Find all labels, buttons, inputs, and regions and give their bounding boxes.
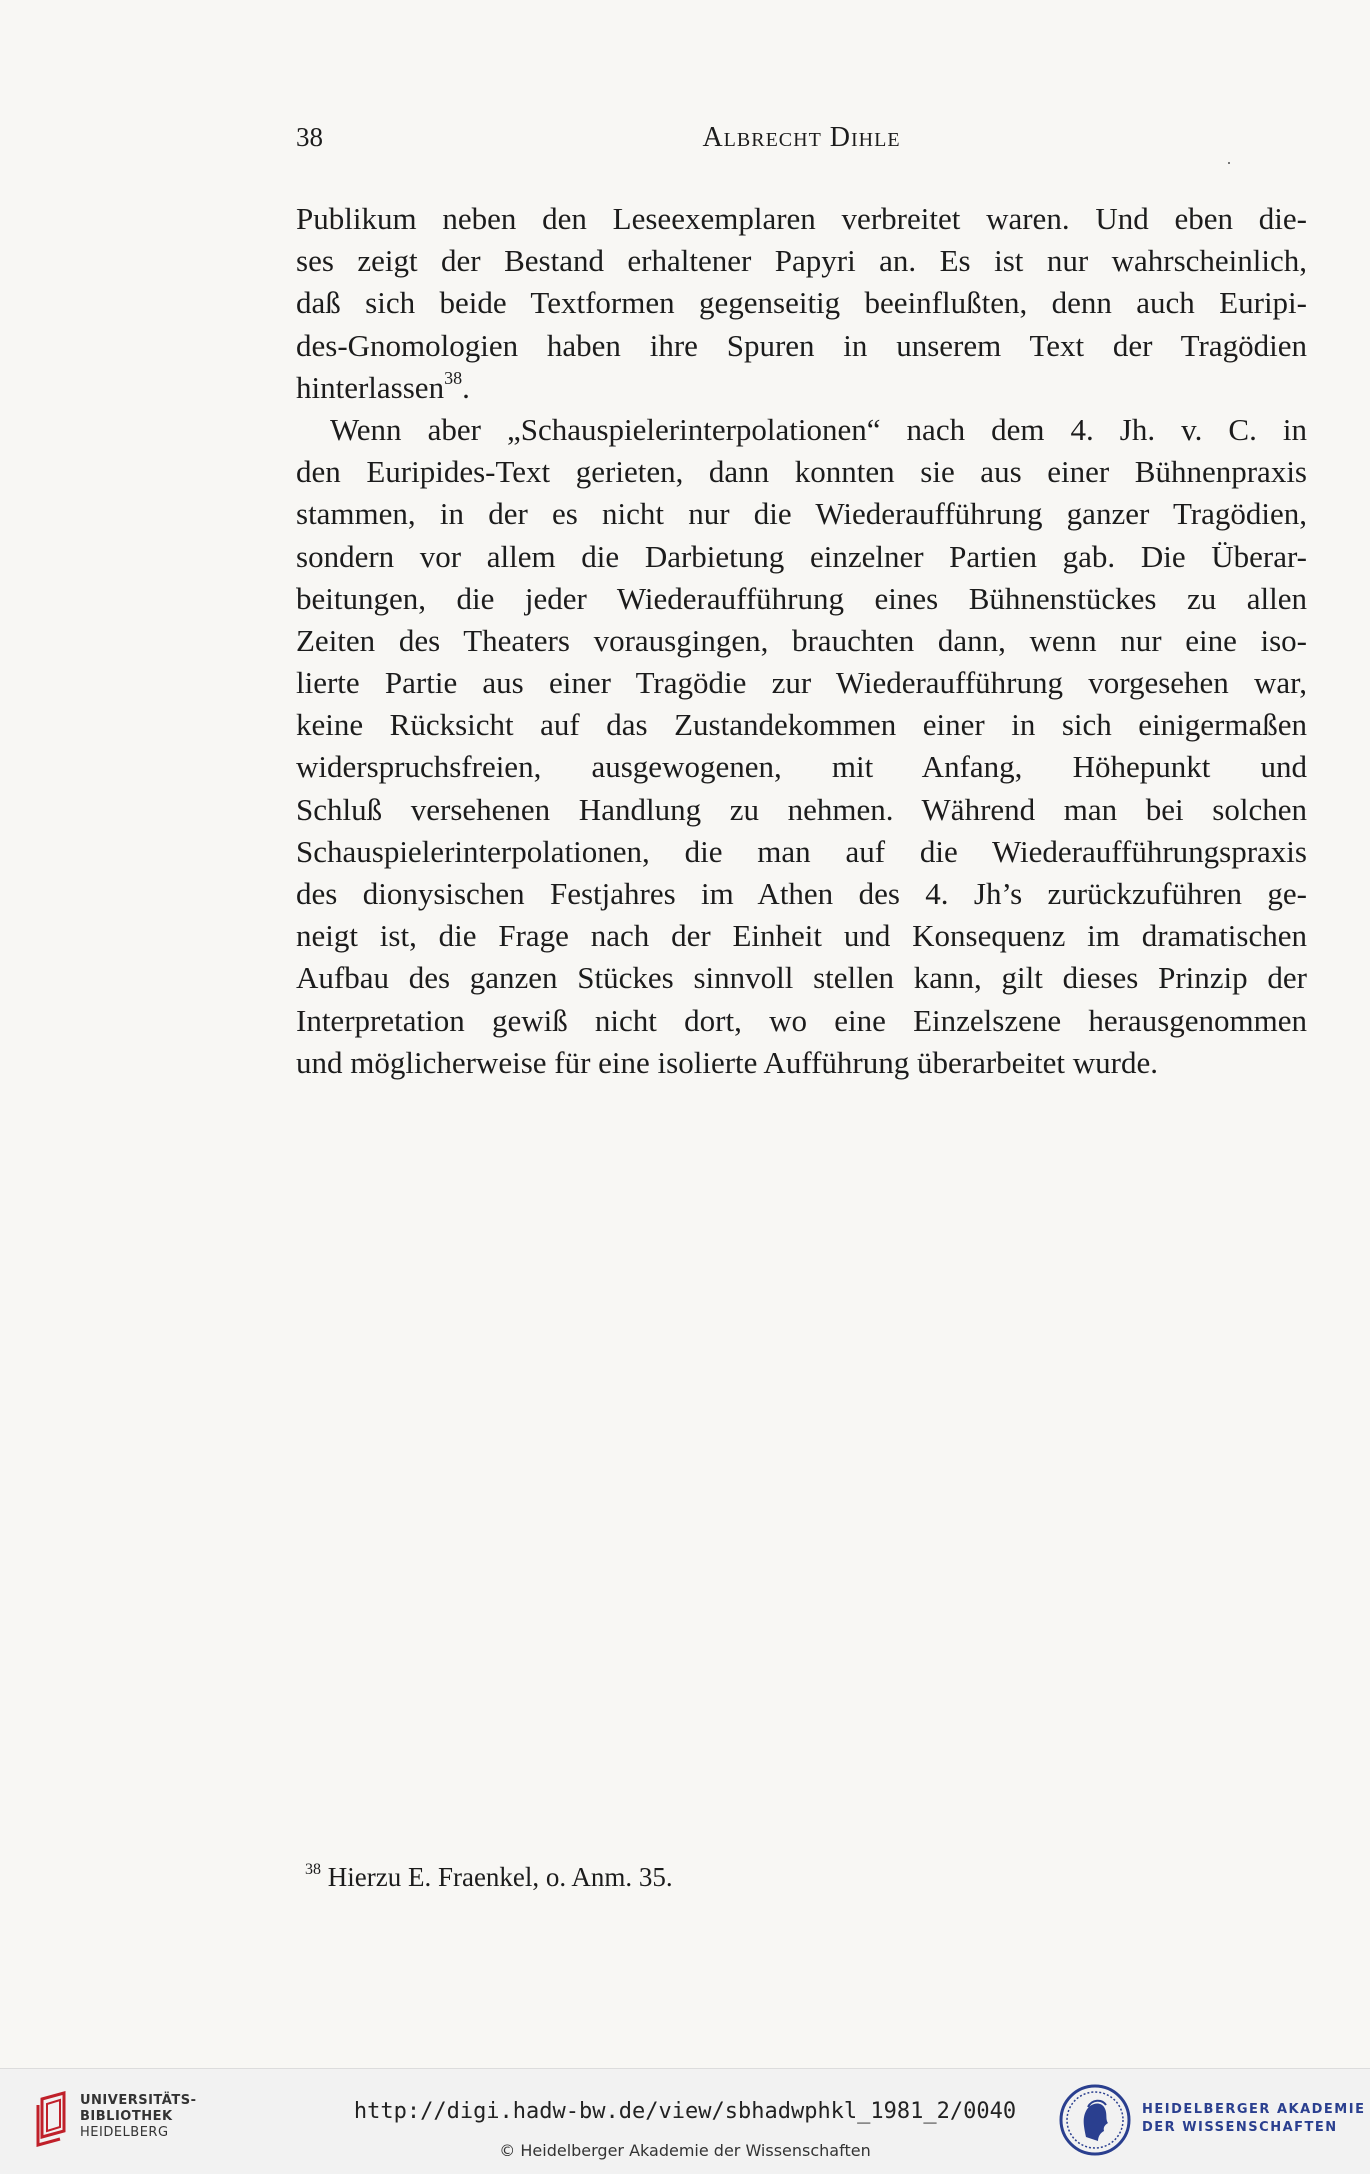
footnote-number: 38 [305, 1861, 321, 1878]
text-line: Interpretation gewiß nicht dort, wo eine Einzelszene herausgenommen [296, 1002, 1307, 1038]
text-line: ses zeigt der Bestand erhaltener Papyri an. Es ist nur wahrscheinlich, [296, 243, 1307, 279]
scan-speck [1228, 162, 1230, 164]
text-line: neigt ist, die Frage nach der Einheit und Konsequenz im dramatischen [296, 918, 1307, 954]
text-fragment: hinterlassen [296, 369, 445, 405]
text-line: des dionysischen Festjahres im Athen des 4. Jh’s zurückzuführen ge- [296, 876, 1307, 911]
text-line: lierte Partie aus einer Tragödie zur Wiederaufführung vorgesehen war, [296, 665, 1307, 701]
text-line: Publikum neben den Leseexemplaren verbreitet waren. Und eben die- [296, 201, 1307, 236]
text-line: keine Rücksicht auf das Zustandekommen einer in sich einigermaßen [296, 707, 1307, 743]
text-line-last [296, 367, 1307, 409]
copyright-notice: © Heidelberger Akademie der Wissenschaften [499, 2141, 871, 2160]
text-line: des-Gnomologien haben ihre Spuren in unserem Text der Tragödien [296, 327, 1307, 363]
paragraph-2 [296, 409, 1307, 1084]
running-head-author: Albrecht Dihle [702, 122, 901, 153]
text-line: sondern vor allem die Darbietung einzelner Partien gab. Die Überar- [296, 538, 1307, 574]
text-line: daß sich beide Textformen gegenseitig beeinflußten, denn auch Euripi- [296, 285, 1307, 321]
text-line: Zeiten des Theaters vorausgingen, brauchten dann, wenn nur eine iso- [296, 622, 1307, 658]
library-line: UNIVERSITÄTS- [80, 2093, 197, 2108]
text-line-last: und möglicherweise für eine isolierte Aufführung überarbeitet wurde. [296, 1044, 1158, 1080]
text-line: widerspruchsfreien, ausgewogenen, mit Anfang, Höhepunkt und [296, 749, 1307, 785]
paragraph-1 [296, 198, 1307, 409]
page-number: 38 [296, 122, 323, 152]
library-line: HEIDELBERG [80, 2125, 169, 2140]
running-head [296, 122, 1307, 162]
academy-line: DER WISSENSCHAFTEN [1142, 2120, 1338, 2135]
footnote [305, 1862, 673, 1893]
text-line: Schluß versehenen Handlung zu nehmen. Während man bei solchen [296, 791, 1307, 827]
footnote-ref[interactable]: 38 [444, 367, 463, 388]
text-fragment: . [462, 369, 470, 405]
text-line: Schauspielerinterpolationen, die man auf die Wiederaufführungspraxis [296, 833, 1307, 869]
text-line: stammen, in der es nicht nur die Wiederaufführung ganzer Tragödien, [296, 496, 1307, 532]
library-line: BIBLIOTHEK [80, 2109, 173, 2124]
text-line: den Euripides-Text gerieten, dann konnten sie aus einer Bühnenpraxis [296, 454, 1307, 490]
body-text [296, 198, 1307, 1084]
permalink-url[interactable]: http://digi.hadw-bw.de/view/sbhadwphkl_1981_2/0040 [353, 2099, 1017, 2124]
academy-seal-icon[interactable] [1058, 2083, 1132, 2157]
text-line: beitungen, die jeder Wiederaufführung eines Bühnenstückes zu allen [296, 580, 1307, 616]
footnote-text: Hierzu E. Fraenkel, o. Anm. 35. [327, 1862, 673, 1892]
text-line: Aufbau des ganzen Stückes sinnvoll stellen kann, gilt dieses Prinzip der [296, 960, 1307, 996]
text-line: Wenn aber „Schauspielerinterpolationen“ nach dem 4. Jh. v. C. in [330, 411, 1307, 447]
viewer-footer [0, 2068, 1370, 2174]
academy-name [1142, 2101, 1365, 2137]
academy-line: HEIDELBERGER AKADEMIE [1142, 2102, 1366, 2117]
